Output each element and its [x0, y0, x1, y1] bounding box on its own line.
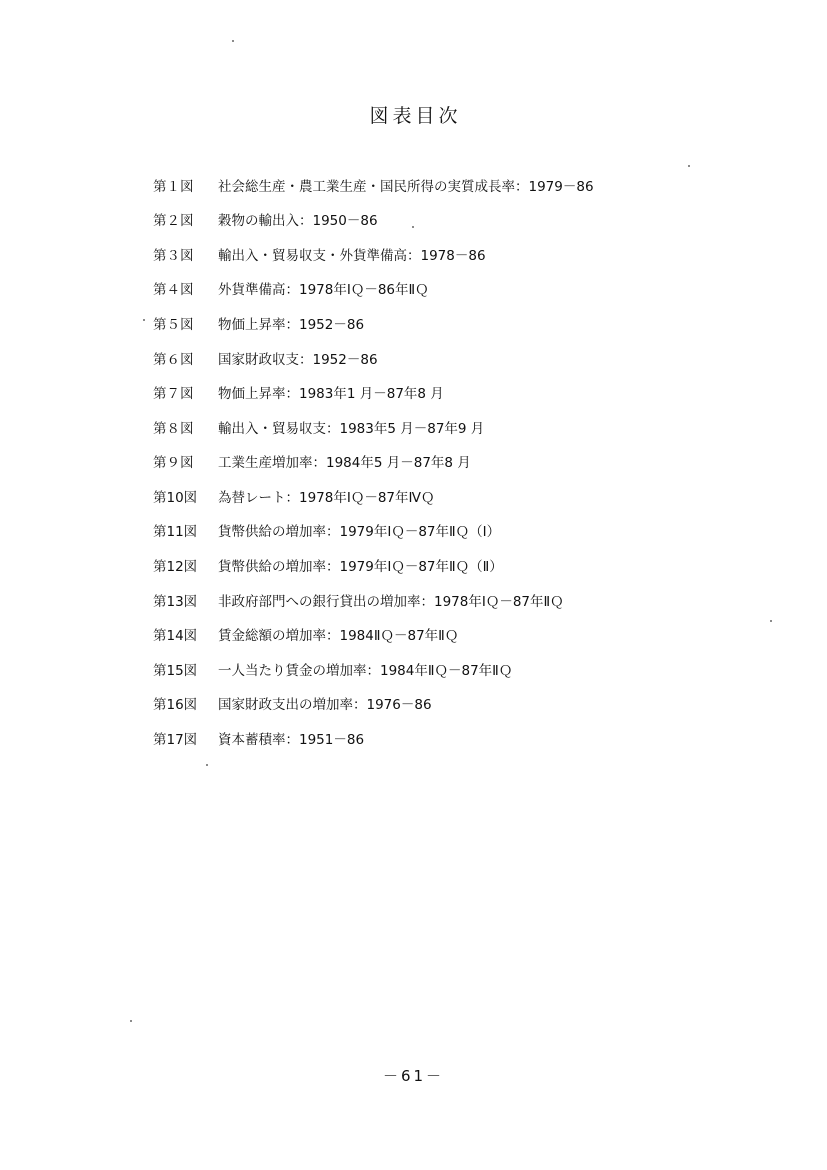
list-item	[153, 239, 793, 274]
figure-number: 第１図	[153, 178, 194, 195]
page-title: 図表目次	[369, 105, 462, 127]
figure-number: 第２図	[153, 213, 194, 230]
scan-speck	[770, 620, 772, 622]
list-item	[153, 205, 793, 240]
figure-title: 貨幣供給の増加率：1979年ⅠＱ－87年ⅡＱ（Ⅰ）	[218, 524, 501, 541]
list-item	[153, 481, 793, 516]
list-item	[153, 308, 793, 343]
scan-speck	[688, 165, 690, 167]
figure-title: 一人当たり賃金の増加率：1984年ⅡＱ－87年ⅡＱ	[218, 662, 513, 679]
list-item	[153, 551, 793, 586]
figure-number: 第13図	[153, 593, 198, 610]
figure-title: 輸出入・貿易収支：1983年5 月－87年9 月	[218, 420, 485, 437]
figure-number: 第10図	[153, 489, 198, 506]
figure-list	[153, 170, 793, 758]
figure-title: 社会総生産・農工業生産・国民所得の実質成長率：1979－86	[218, 178, 594, 195]
figure-title: 物価上昇率：1983年1 月－87年8 月	[218, 386, 444, 403]
list-item	[153, 516, 793, 551]
list-item	[153, 274, 793, 309]
figure-title: 工業生産増加率：1984年5 月－87年8 月	[218, 455, 471, 472]
figure-number: 第３図	[153, 247, 194, 264]
figure-number: 第５図	[153, 316, 194, 333]
figure-title: 資本蓄積率：1951－86	[218, 732, 365, 749]
scan-speck	[130, 1020, 132, 1022]
figure-number: 第17図	[153, 732, 198, 749]
scan-speck	[232, 40, 234, 42]
scan-speck	[143, 319, 145, 321]
figure-number: 第11図	[153, 524, 198, 541]
figure-number: 第８図	[153, 420, 194, 437]
page-number: －61－	[382, 1067, 445, 1085]
list-item	[153, 412, 793, 447]
list-item	[153, 447, 793, 482]
figure-title: 穀物の輸出入：1950－86	[218, 213, 378, 230]
figure-number: 第９図	[153, 455, 194, 472]
figure-title: 物価上昇率：1952－86	[218, 316, 365, 333]
figure-number: 第14図	[153, 628, 198, 645]
list-item	[153, 620, 793, 655]
figure-number: 第６図	[153, 351, 194, 368]
figure-title: 輸出入・貿易収支・外貨準備高：1978－86	[218, 247, 486, 264]
figure-title: 国家財政支出の増加率：1976－86	[218, 697, 432, 714]
figure-number: 第12図	[153, 559, 198, 576]
figure-title: 貨幣供給の増加率：1979年ⅠＱ－87年ⅡＱ（Ⅱ）	[218, 559, 503, 576]
list-item	[153, 170, 793, 205]
figure-number: 第７図	[153, 386, 194, 403]
figure-title: 非政府部門への銀行貸出の増加率：1978年ⅠＱ－87年ⅡＱ	[218, 593, 564, 610]
figure-number: 第４図	[153, 282, 194, 299]
figure-number: 第15図	[153, 662, 198, 679]
figure-title: 賃金総額の増加率：1984ⅡＱ－87年ⅡＱ	[218, 628, 459, 645]
list-item	[153, 689, 793, 724]
figure-title: 為替レート：1978年ⅠＱ－87年ⅣＱ	[218, 489, 435, 506]
figure-title: 国家財政収支：1952－86	[218, 351, 378, 368]
figure-title: 外貨準備高：1978年ⅠＱ－86年ⅡＱ	[218, 282, 429, 299]
list-item	[153, 378, 793, 413]
list-item	[153, 654, 793, 689]
scan-speck	[206, 764, 208, 766]
figure-number: 第16図	[153, 697, 198, 714]
list-item	[153, 343, 793, 378]
scan-speck	[412, 226, 414, 228]
list-item	[153, 585, 793, 620]
list-item	[153, 724, 793, 759]
